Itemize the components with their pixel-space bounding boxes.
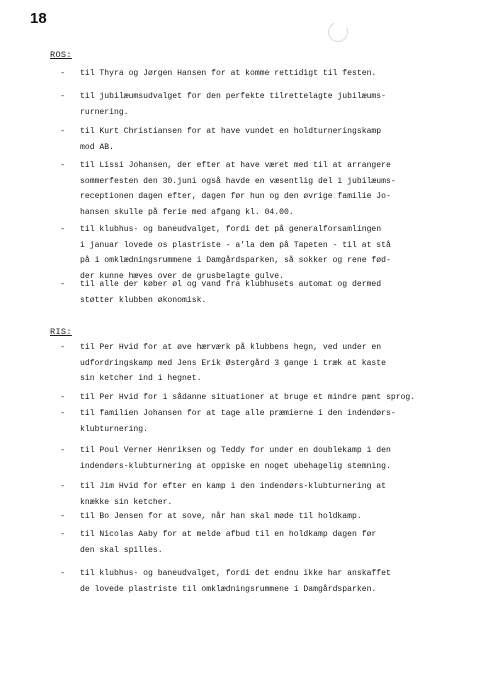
- list-item-text: [80, 277, 420, 308]
- bullet-dash: -: [60, 126, 66, 136]
- list-item-text: [80, 89, 420, 120]
- text-line: knække sin ketcher.: [80, 497, 173, 507]
- text-line: til Jim Hvid for efter en kamp i den indendørs-klubturnering at: [80, 482, 386, 491]
- text-line: til Nicolas Aaby for at melde afbud til en holdkamp dagen før: [80, 530, 377, 539]
- list-item-text: [80, 340, 420, 387]
- text-line: til Poul Verner Henriksen og Teddy for under en doublekamp i den: [80, 446, 391, 455]
- bullet-dash: -: [60, 160, 66, 170]
- text-line: til klubhus- og baneudvalget, fordi det endnu ikke har anskaffet: [80, 569, 391, 578]
- list-item-text: [80, 66, 420, 82]
- bleed-through-mark: [325, 19, 351, 45]
- text-line: der kunne hæves over de grusbelagte gulve.: [80, 271, 284, 281]
- bullet-dash: -: [60, 529, 66, 539]
- bullet-dash: -: [60, 91, 66, 101]
- text-line: den skal spilles.: [80, 545, 163, 555]
- list-item-text: [80, 406, 420, 437]
- bullet-dash: -: [60, 445, 66, 455]
- text-line: receptionen dagen efter, dagen før hun og den øvrige familie Jo-: [80, 192, 391, 201]
- list-item-text: [80, 509, 420, 525]
- text-line: til jubilæumsudvalget for den perfekte tilrettelagte jubilæums-: [80, 92, 386, 101]
- text-line: til Lissi Johansen, der efter at have været med til at arrangere: [80, 161, 391, 170]
- bullet-dash: -: [60, 279, 66, 289]
- ros-heading: ROS:: [50, 50, 72, 60]
- text-line: støtter klubben økonomisk.: [80, 295, 207, 305]
- text-line: til alle der køber øl og vand fra klubhusets automat og dermed: [80, 280, 382, 289]
- text-line: til Per Hvid for i sådanne situationer at bruge et mindre pænt sprog.: [80, 393, 416, 402]
- list-item-text: [80, 479, 420, 510]
- bullet-dash: -: [60, 224, 66, 234]
- bullet-dash: -: [60, 408, 66, 418]
- text-line: indendørs-klubturnering at oppiske en noget ubehagelig stemning.: [80, 461, 391, 471]
- list-item-text: [80, 390, 420, 406]
- list-item-text: [80, 443, 420, 474]
- list-item-text: [80, 222, 420, 284]
- list-item-text: [80, 124, 420, 155]
- page-number: 18: [30, 10, 47, 27]
- list-item-text: [80, 158, 420, 220]
- text-line: udfordringskamp med Jens Erik Østergård 3 gange i træk at kaste: [80, 358, 386, 368]
- text-line: til Kurt Christiansen for at have vundet en holdturneringskamp: [80, 127, 382, 136]
- text-line: sin ketcher ind i hegnet.: [80, 374, 202, 383]
- text-line: til Thyra og Jørgen Hansen for at komme rettidigt til festen.: [80, 69, 377, 78]
- text-line: rurnering.: [80, 107, 129, 117]
- list-item-text: [80, 527, 420, 558]
- text-line: mod AB.: [80, 142, 114, 152]
- text-line: til Bo Jensen for at sove, når han skal møde til holdkamp.: [80, 512, 362, 521]
- text-line: til klubhus- og baneudvalget, fordi det på generalforsamlingen: [80, 225, 382, 234]
- bullet-dash: -: [60, 392, 66, 402]
- ris-heading: RIS:: [50, 327, 72, 337]
- list-item-text: [80, 566, 420, 597]
- text-line: til Per Hvid for at øve hærværk på klubbens hegn, ved under en: [80, 343, 382, 352]
- text-line: på i omklædningsrummene i Damgårdsparken, så sokker og rene fød-: [80, 256, 391, 265]
- bullet-dash: -: [60, 568, 66, 578]
- text-line: i januar lovede os plastriste - a'la dem på Tapeten - til at stå: [80, 240, 391, 250]
- bullet-dash: -: [60, 481, 66, 491]
- bullet-dash: -: [60, 342, 66, 352]
- text-line: hansen skulle på ferie med afgang kl. 04.00.: [80, 207, 294, 217]
- text-line: klubturnering.: [80, 424, 148, 434]
- text-line: de lovede plastriste til omklædningsrummene i Damgårdsparken.: [80, 584, 377, 594]
- bullet-dash: -: [60, 511, 66, 521]
- bullet-dash: -: [60, 68, 66, 78]
- text-line: sommerfesten den 30.juni også havde en væsentlig del i jubilæums-: [80, 176, 396, 186]
- text-line: til familien Johansen for at tage alle præmierne i den indendørs-: [80, 409, 396, 418]
